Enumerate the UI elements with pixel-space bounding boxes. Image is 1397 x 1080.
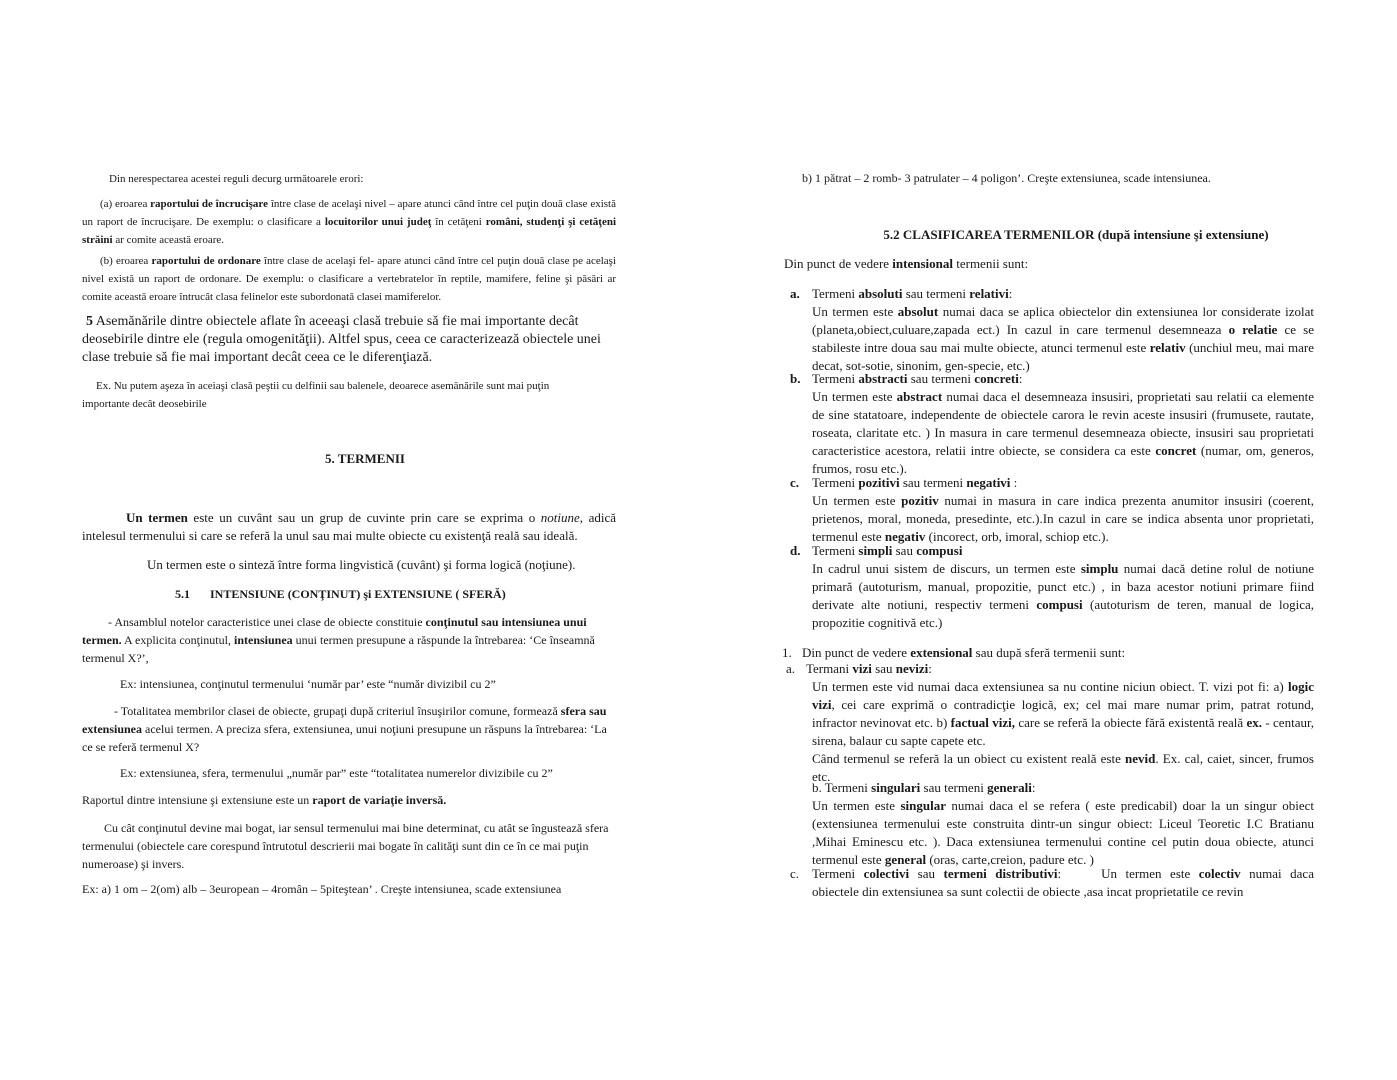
list-item-title: b. Termeni singulari sau termeni generali: bbox=[812, 780, 1036, 795]
list-item-body: Un termen este pozitiv numai in masura in care indica prezenta anumitor insusiri (coerent, prietenos, moral, moneda, presedinte, etc.).In cazul in care se indica absenta unor proprietati, termenul este negativ (incorect, orb, imoral, schiop etc.). bbox=[812, 493, 1314, 544]
raport-paragraph: Raportul dintre intensiune şi extensiune este un raport de variaţie inversă. bbox=[82, 793, 447, 807]
term-definition: Un termen este un cuvânt sau un grup de cuvinte prin care se exprima o notiune, adică intelesul termenului si care se referă la unul sau mai multe obiecte cu existenţă reală sau ideală. bbox=[82, 510, 616, 543]
list-marker: d. bbox=[790, 543, 801, 558]
list-marker: 1. bbox=[782, 645, 792, 660]
list-item-body: In cadrul unui sistem de discurs, un termen este simplu numai dacă detine rolul de notiune primară (autoturism, manual, propozitie, punct etc.) , in baza acestor notiuni primare fiind derivate alte notiuni, respectiv termeni compusi (autoturism de teren, manual de logica, propozitie cognitivă etc.) bbox=[812, 561, 1314, 630]
list-marker: c. bbox=[790, 475, 800, 490]
extensional-intro: 1. Din punct de vedere extensional sau după sferă termenii sunt: bbox=[782, 645, 1126, 660]
list-marker: c. bbox=[790, 866, 800, 881]
list-item-title: Termani vizi sau nevizi: bbox=[806, 661, 932, 676]
section-heading-termenii: 5. TERMENII bbox=[325, 451, 405, 466]
term-synthesis: Un termen este o sinteză între forma lingvistică (cuvânt) şi forma logică (noţiune). bbox=[147, 557, 576, 572]
list-marker: a. bbox=[790, 286, 800, 301]
error-a-paragraph: (a) eroarea raportului de încrucişare între clase de acelaşi nivel – apare atunci când între cel puţin două clase există un raport de încrucişare. De exemplu: o clasificare a locuitorilor unui judeţ în cetăţeni români, studenţi şi cetăţeni străini ar comite această eroare. bbox=[82, 198, 617, 246]
list-item-c bbox=[790, 474, 1314, 546]
list-item-b bbox=[790, 370, 1314, 478]
extensiune-paragraph: - Totalitatea membrilor clasei de obiecte, grupaţi după criteriul însuşirilor comune, formează sfera sau extensiunea acelui termen. A preciza sfera, extensiunea, unui noţiuni presupune un răspuns la întrebarea: ‘La ce se referă termenul X? bbox=[82, 704, 607, 754]
ext-item-c bbox=[790, 865, 1314, 901]
example-b: b) 1 pătrat – 2 romb- 3 patrulater – 4 poligon’. Creşte extensiunea, scade intensiunea. bbox=[802, 171, 1211, 185]
list-item-d bbox=[790, 542, 1314, 632]
cu-cat-paragraph: Cu cât conţinutul devine mai bogat, iar sensul termenului mai bine determinat, cu atât se îngustează sfera termenului (obiectele care corespund întrutotul descrierii mai bogate în calităţi sunt din ce în ce mai puţin numeroase) şi invers. bbox=[82, 821, 609, 871]
list-marker: a. bbox=[786, 661, 796, 676]
list-item-a bbox=[790, 285, 1314, 375]
intensional-intro: Din punct de vedere intensional termenii sunt: bbox=[784, 256, 1029, 271]
list-item-title: Termeni absoluti sau termeni relativi: bbox=[812, 286, 1013, 301]
rule-5-paragraph: 5 Asemănările dintre obiectele aflate în aceeaşi clasă trebuie să fie mai importante decât deosebirile dintre ele (regula omogenităţii). Altfel spus, ceea ce caracterizează obiectele unei clase trebuie să fie mai important decât ceea ce le diferenţiază. bbox=[82, 314, 601, 365]
list-item-body: Termeni colectivi sau termeni distributivi: Un termen este colectiv numai daca obiectele din extensiunea sa sunt colectii de obiecte ,asa incat proprietatile ce revin bbox=[812, 866, 1314, 899]
list-item-body: Un termen este singular numai daca el se refera ( este predicabil) doar la un singur obiect (extensiunea termenului este construita dintr-un singur obiect: Liceul Teoretic I.C Bratianu ,Mihai Eminescu etc. ). Daca extensiunea termenului contine cel putin doua obiecte, atunci termenul este general (oras, carte,creion, padure etc. ) bbox=[812, 798, 1314, 867]
list-marker: b. bbox=[790, 371, 801, 386]
list-item-title: Termeni simpli sau compusi bbox=[812, 543, 963, 558]
list-item-title: Termeni pozitivi sau termeni negativi : bbox=[812, 475, 1018, 490]
list-item-body: Un termen este absolut numai daca se aplica obiectelor din extensiunea lor considerate izolat (planeta,obiect,culuare,zapada ect.) In cazul in care termenul desemneaza o relatie ce se stabileste intre doua sau mai multe obiecte, atunci termenul este relativ (unchiul meu, mai mare decat, sot-sotie, sinonim, gen-specie, etc.) bbox=[812, 304, 1314, 373]
intensiune-paragraph: - Ansamblul notelor caracteristice unei clase de obiecte constituie conţinutul sau intensiunea unui termen. A explicita conţinutul, intensiunea unui termen presupune a răspunde la întrebarea: ‘Ce înseamnă termenul X?’, bbox=[82, 615, 595, 665]
intensiune-example: Ex: intensiunea, conţinutul termenului ‘număr par’ este “număr divizibil cu 2” bbox=[120, 677, 496, 691]
list-item-title: Termeni abstracti sau termeni concreti: bbox=[812, 371, 1023, 386]
error-b-paragraph: (b) eroarea raportului de ordonare între clase de acelaşi fel- apare atunci când între cel puţin două clase pe acelaşi nivel există un raport de ordonare. De exemplu: o clasificare a vertebratelor în reptile, mamifere, feline şi păsări ar comite această eroare întrucât clasa felinelor este subordonată clasei mamiferelor. bbox=[82, 255, 617, 303]
section-heading-5-2: 5.2 CLASIFICAREA TERMENILOR (după intensiune şi extensiune) bbox=[883, 227, 1269, 242]
intro-line: Din nerespectarea acestei reguli decurg următoarele erori: bbox=[109, 173, 364, 185]
list-item-body-2: Când termenul se referă la un obiect cu existent reală este nevid. Ex. cal, caiet, sincer, frumos etc. bbox=[812, 751, 1314, 784]
example-a: Ex: a) 1 om – 2(om) alb – 3european – 4român – 5piteştean’ . Creşte intensiunea, scade extensiunea bbox=[82, 882, 562, 896]
list-item-body: Un termen este vid numai daca extensiunea sa nu contine niciun obiect. T. vizi pot fi: a) logic vizi, cei care exprimă o contradicţie logică, ex; cel mai mare numar prim, patrat rotund, infractor nevinovat etc. b) factual vizi, care se referă la obiecte fără existentă reală ex. - centaur, sirena, balaur cu sapte capete etc. bbox=[812, 679, 1315, 748]
subsection-5-1: 5.1 INTENSIUNE (CONŢINUT) şi EXTENSIUNE ( SFERĂ) bbox=[175, 587, 506, 601]
list-item-body: Un termen este abstract numai daca el desemneaza insusiri, proprietati sau relatii ca elemente de sine statatoare, independente de obiectele carora le revin aceste insusiri (frumusete, rautate, roseata, claritate etc. ) In masura in care termenul desemneaza obiecte, insusiri sau proprietati caracteristice acestora, relatii intre obiecte, se considera ca este concret (numar, om, generos, frumos, rosu etc.). bbox=[812, 389, 1315, 476]
ext-item-a bbox=[786, 660, 1314, 786]
extensiune-example: Ex: extensiunea, sfera, termenului „număr par” este “totalitatea numerelor divizibile cu 2” bbox=[120, 766, 553, 780]
ext-item-b bbox=[812, 779, 1314, 869]
rule-5-example: Ex. Nu putem aşeza în aceiaşi clasă peştii cu delfinii sau balenele, deoarece asemănările sunt mai puţin importante decât deosebirile bbox=[82, 380, 550, 410]
